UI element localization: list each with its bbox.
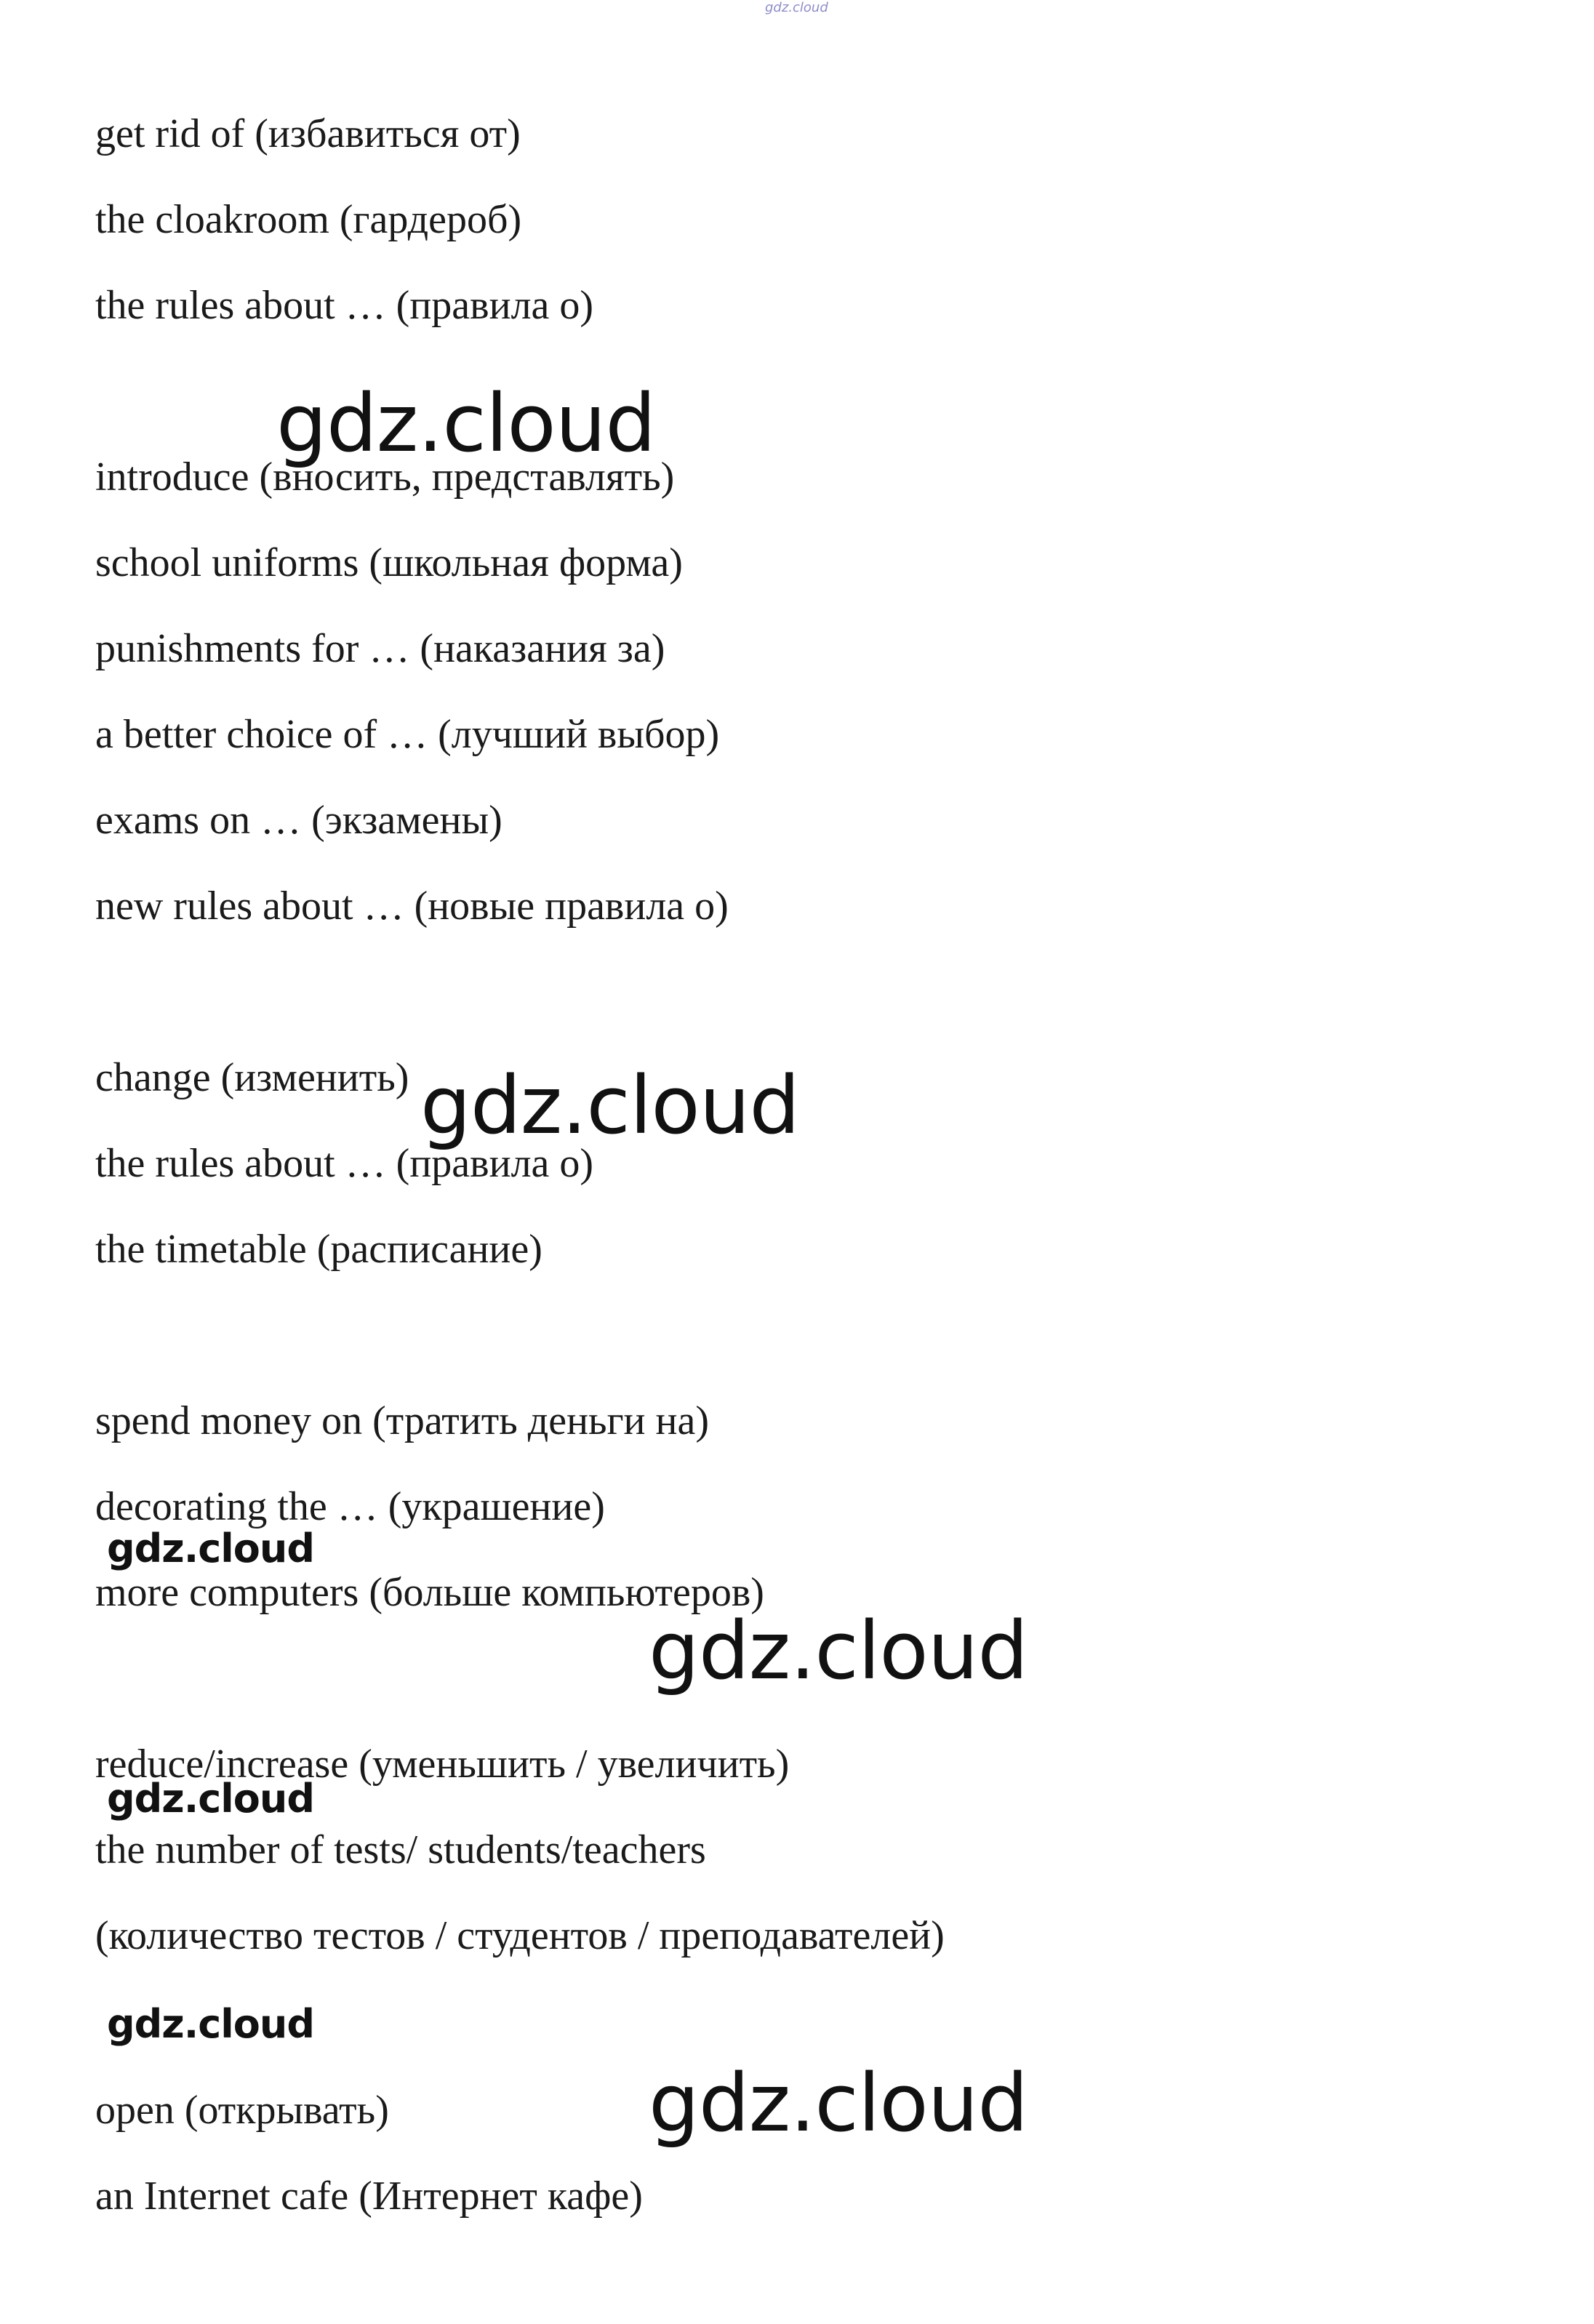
watermark: gdz.cloud <box>649 1604 1028 1697</box>
vocab-line: an Internet cafe (Интернет кафе) <box>95 2173 643 2219</box>
vocab-line: decorating the … (украшение) <box>95 1484 605 1529</box>
vocab-line: get rid of (избавиться от) <box>95 111 521 156</box>
watermark: gdz.cloud <box>649 2056 1028 2149</box>
vocab-line: the rules about … (правила о) <box>95 1141 594 1186</box>
vocab-line: school uniforms (школьная форма) <box>95 540 683 585</box>
vocab-line: more computers (больше компьютеров) <box>95 1570 764 1615</box>
vocab-line: the rules about … (правила о) <box>95 283 594 328</box>
vocab-line: the number of tests/ students/teachers <box>95 1827 706 1872</box>
watermark: gdz.cloud <box>107 1776 314 1822</box>
vocab-line: a better choice of … (лучший выбор) <box>95 712 720 757</box>
vocab-line: change (изменить) <box>95 1055 409 1100</box>
watermark: gdz.cloud <box>107 1526 314 1571</box>
vocab-line: introduce (вносить, представлять) <box>95 454 675 500</box>
watermark: gdz.cloud <box>276 377 656 470</box>
vocab-line: punishments for … (наказания за) <box>95 626 665 671</box>
header-watermark: gdz.cloud <box>765 0 828 15</box>
watermark: gdz.cloud <box>420 1059 800 1152</box>
vocab-line: exams on … (экзамены) <box>95 798 502 843</box>
vocab-line: reduce/increase (уменьшить / увеличить) <box>95 1742 790 1787</box>
watermark: gdz.cloud <box>107 2001 314 2047</box>
vocab-line: spend money on (тратить деньги на) <box>95 1398 709 1443</box>
vocab-line: (количество тестов / студентов / преподавателей) <box>95 1913 945 1958</box>
vocab-line: new rules about … (новые правила о) <box>95 883 729 929</box>
vocab-line: the cloakroom (гардероб) <box>95 197 522 242</box>
vocab-line: the timetable (расписание) <box>95 1227 542 1272</box>
vocab-line: open (открывать) <box>95 2088 389 2133</box>
